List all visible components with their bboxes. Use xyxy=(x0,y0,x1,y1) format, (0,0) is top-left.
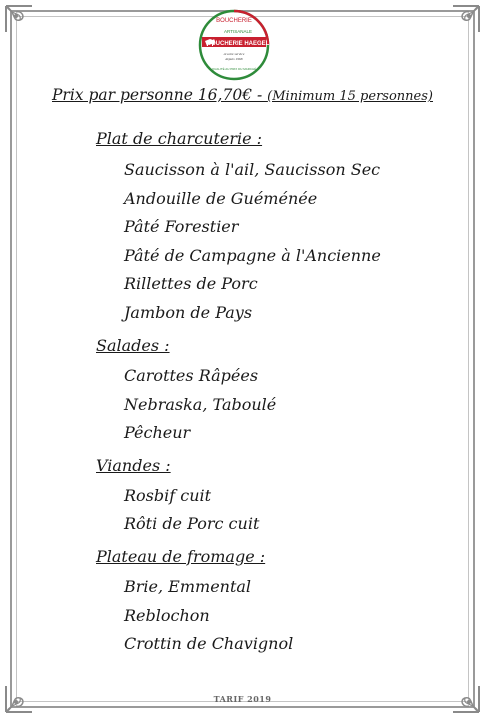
price-minimum: (Minimum 15 personnes) xyxy=(267,89,433,104)
menu-item: Rôti de Porc cuit xyxy=(124,514,260,533)
menu-item: Brie, Emmental xyxy=(124,577,252,596)
corner-ornament-icon xyxy=(441,2,483,44)
corner-ornament-icon xyxy=(2,2,44,44)
category-title: Plat de charcuterie : xyxy=(96,129,263,148)
logo-since: depuis 1968 xyxy=(225,57,243,61)
logo-tagline: A votre service xyxy=(223,52,245,56)
logo-bottom-text: QUALITÉ AU PRIX DU MARCHÉ xyxy=(211,67,257,71)
menu-item: Crottin de Chavignol xyxy=(124,634,294,653)
menu-item: Carottes Râpées xyxy=(124,366,259,385)
category-title: Plateau de fromage : xyxy=(96,547,266,566)
footer-tarif: TARIF 2019 xyxy=(213,694,272,704)
logo-name: BOUCHERIE HAEGEL xyxy=(206,41,270,47)
menu-item: Rillettes de Porc xyxy=(124,274,258,293)
logo-sub-text: ARTISANALE xyxy=(224,29,252,34)
price-main: Prix par personne 16,70€ - xyxy=(52,86,268,104)
menu-item: Nebraska, Taboulé xyxy=(124,395,277,414)
boucherie-logo xyxy=(196,7,272,83)
menu-item: Pâté de Campagne à l'Ancienne xyxy=(124,246,381,265)
menu-item: Andouille de Guéménée xyxy=(124,189,318,208)
menu-item: Pêcheur xyxy=(124,423,191,442)
category-title: Viandes : xyxy=(96,456,171,475)
menu-item: Reblochon xyxy=(124,606,210,625)
menu-item: Rosbif cuit xyxy=(124,486,212,505)
price-line xyxy=(0,86,485,104)
page-inner-border xyxy=(16,16,469,702)
logo-top-text: BOUCHERIE xyxy=(216,18,252,24)
category-title: Salades : xyxy=(96,336,170,355)
menu-item: Jambon de Pays xyxy=(124,303,253,322)
menu-item: Saucisson à l'ail, Saucisson Sec xyxy=(124,160,381,179)
menu-item: Pâté Forestier xyxy=(124,217,239,236)
